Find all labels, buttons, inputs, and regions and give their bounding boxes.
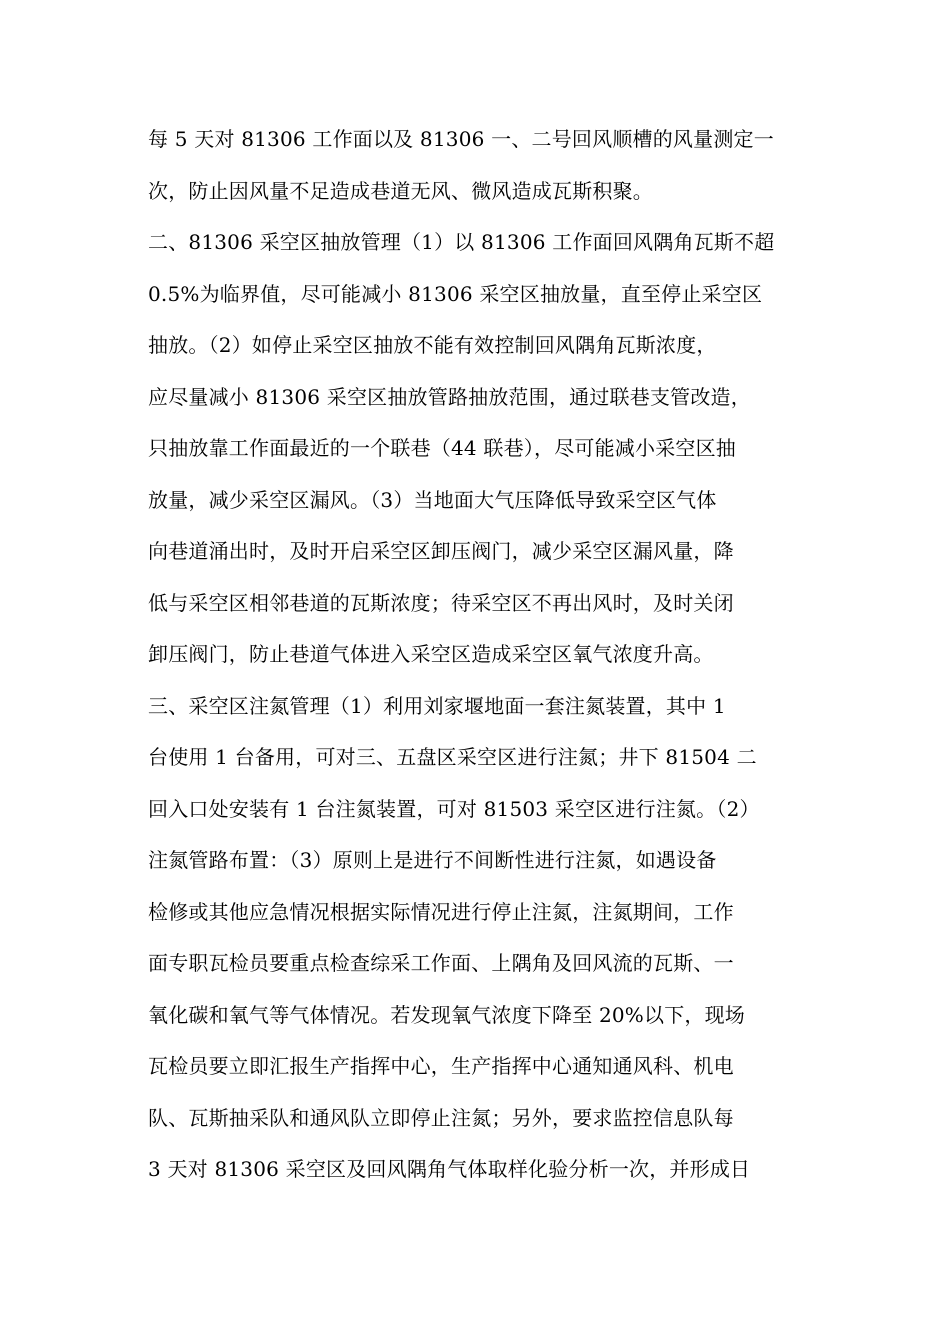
text-line: 0.5%为临界值，尽可能减小 81306 采空区抽放量，直至停止采空区 xyxy=(148,281,763,306)
text-line: 3 天对 81306 采空区及回风隅角气体取样化验分析一次，并形成日 xyxy=(148,1157,751,1181)
text-line: 卸压阀门，防止巷道气体进入采空区造成采空区氧气浓度升高。 xyxy=(148,642,714,666)
text-line: 台使用 1 台备用，可对三、五盘区采空区进行注氮；井下 81504 二 xyxy=(148,745,757,769)
text-line: 向巷道涌出时，及时开启采空区卸压阀门，减少采空区漏风量，降 xyxy=(148,539,734,563)
text-line: 氧化碳和氧气等气体情况。若发现氧气浓度下降至 20%以下，现场 xyxy=(148,1002,746,1027)
body-text xyxy=(148,114,808,1196)
text-line: 每 5 天对 81306 工作面以及 81306 一、二号回风顺槽的风量测定一 xyxy=(148,127,774,151)
text-line: 低与采空区相邻巷道的瓦斯浓度；待采空区不再出风时，及时关闭 xyxy=(148,590,734,615)
text-line: 队、瓦斯抽采队和通风队立即停止注氮；另外，要求监控信息队每 xyxy=(148,1105,734,1130)
text-line: 注氮管路布置：（3）原则上是进行不间断性进行注氮，如遇设备 xyxy=(148,848,717,872)
text-line: 抽放。（2）如停止采空区抽放不能有效控制回风隅角瓦斯浓度， xyxy=(148,333,717,357)
text-line: 只抽放靠工作面最近的一个联巷（44 联巷），尽可能减小采空区抽 xyxy=(148,436,737,460)
text-line: 面专职瓦检员要重点检查综采工作面、上隅角及回风流的瓦斯、一 xyxy=(148,951,734,975)
text-line: 应尽量减小 81306 采空区抽放管路抽放范围，通过联巷支管改造， xyxy=(148,384,751,409)
text-line: 放量，减少采空区漏风。（3）当地面大气压降低导致采空区气体 xyxy=(148,487,717,512)
text-line: 检修或其他应急情况根据实际情况进行停止注氮，注氮期间，工作 xyxy=(148,899,734,924)
text-line: 回入口处安装有 1 台注氮装置，可对 81503 采空区进行注氮。（2） xyxy=(148,796,760,821)
text-line: 瓦检员要立即汇报生产指挥中心，生产指挥中心通知通风科、机电 xyxy=(148,1054,734,1078)
text-line: 三、采空区注氮管理（1）利用刘家堰地面一套注氮装置，其中 1 xyxy=(148,693,726,718)
text-line: 二、81306 采空区抽放管理（1）以 81306 工作面回风隅角瓦斯不超 xyxy=(148,230,775,254)
text-line: 次，防止因风量不足造成巷道无风、微风造成瓦斯积聚。 xyxy=(148,178,653,203)
